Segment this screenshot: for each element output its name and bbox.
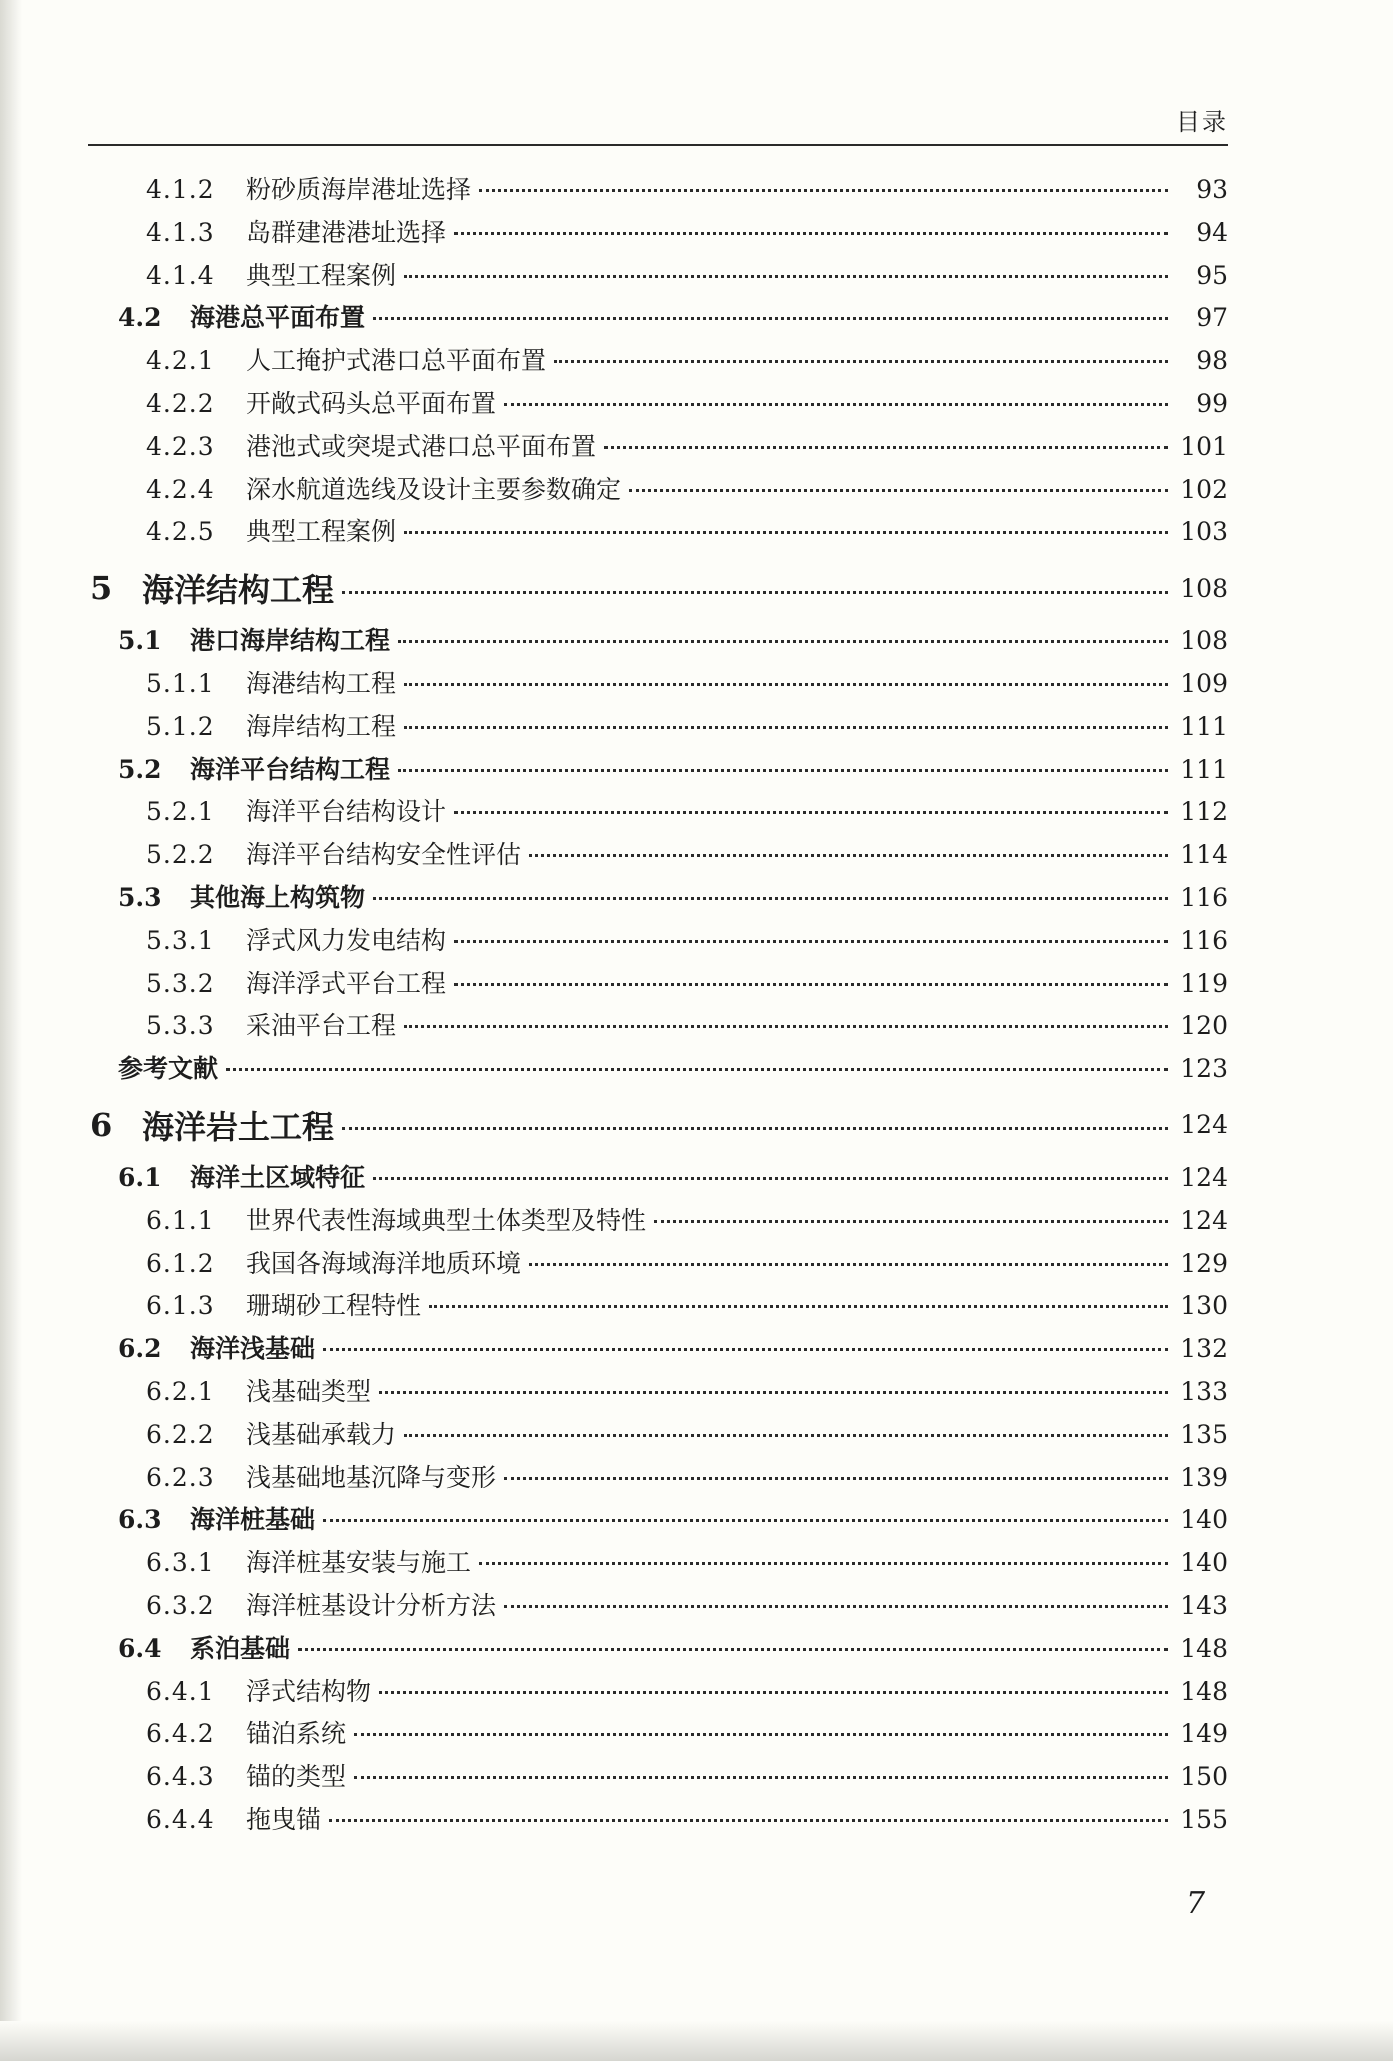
toc-entry-sec[interactable] bbox=[88, 1329, 1228, 1372]
toc-entry-title: 浅基础类型 bbox=[246, 1376, 372, 1406]
toc-leader-dots bbox=[373, 897, 1168, 900]
toc-leader-dots bbox=[504, 1605, 1168, 1608]
toc-entry-number: 6.1 bbox=[118, 1162, 162, 1192]
toc-entry-number: 5.3.2 bbox=[146, 968, 215, 998]
toc-leader-dots bbox=[529, 854, 1168, 857]
toc-entry-page: 149 bbox=[1180, 1719, 1228, 1749]
toc-leader-dots bbox=[404, 1434, 1168, 1437]
toc-entry-number: 5 bbox=[90, 569, 113, 608]
toc-entry-page: 111 bbox=[1180, 754, 1228, 784]
toc-entry-sec[interactable] bbox=[88, 1500, 1228, 1543]
toc-entry-title: 浅基础地基沉降与变形 bbox=[246, 1462, 497, 1492]
toc-entry-page: 140 bbox=[1180, 1548, 1228, 1578]
toc-entry-number: 6.2.2 bbox=[146, 1419, 215, 1449]
toc-entry-page: 132 bbox=[1180, 1334, 1228, 1364]
toc-entry-title: 浅基础承载力 bbox=[246, 1419, 397, 1449]
toc-leader-dots bbox=[554, 360, 1168, 363]
toc-entry-sec[interactable] bbox=[88, 1629, 1228, 1672]
toc-entry-title: 港池式或突堤式港口总平面布置 bbox=[246, 431, 597, 461]
toc-entry-page: 103 bbox=[1180, 517, 1228, 547]
toc-entry-sub[interactable] bbox=[88, 1800, 1228, 1843]
header-title: 目录 bbox=[1176, 108, 1228, 136]
toc-entry-number: 6.2.3 bbox=[146, 1462, 215, 1492]
toc-entry-page: 101 bbox=[1180, 431, 1228, 461]
toc-leader-dots bbox=[379, 1391, 1168, 1394]
toc-leader-dots bbox=[404, 275, 1168, 278]
toc-entry-number: 6.4.3 bbox=[146, 1762, 215, 1792]
toc-entry-number: 6.1.2 bbox=[146, 1248, 215, 1278]
toc-leader-dots bbox=[429, 1305, 1168, 1308]
toc-entry-page: 129 bbox=[1180, 1248, 1228, 1278]
toc-entry-sub[interactable] bbox=[88, 707, 1228, 750]
toc-entry-title: 海洋桩基安装与施工 bbox=[246, 1548, 472, 1578]
toc-entry-page: 111 bbox=[1180, 711, 1228, 741]
toc-entry-sub[interactable] bbox=[88, 1286, 1228, 1329]
toc-entry-sub[interactable] bbox=[88, 964, 1228, 1007]
toc-entry-page: 93 bbox=[1196, 175, 1228, 204]
toc-entry-page: 109 bbox=[1180, 668, 1228, 698]
toc-entry-number: 4.2.3 bbox=[146, 431, 215, 461]
toc-entry-sub[interactable] bbox=[88, 213, 1228, 256]
toc-leader-dots bbox=[454, 232, 1168, 235]
toc-entry-sub[interactable] bbox=[88, 341, 1228, 384]
toc-entry-title: 珊瑚砂工程特性 bbox=[246, 1291, 422, 1321]
toc-entry-page: 120 bbox=[1180, 1011, 1228, 1041]
toc-entry-title: 海港结构工程 bbox=[246, 668, 397, 698]
toc-entry-number: 6.3 bbox=[118, 1505, 162, 1535]
toc-entry-title: 锚泊系统 bbox=[246, 1719, 347, 1749]
toc-leader-dots bbox=[504, 403, 1168, 406]
toc-entry-sec[interactable] bbox=[88, 621, 1228, 664]
toc-entry-sub[interactable] bbox=[88, 1201, 1228, 1244]
table-of-contents bbox=[88, 170, 1228, 1843]
toc-entry-number: 4.1.3 bbox=[146, 217, 215, 247]
toc-entry-sub[interactable] bbox=[88, 1586, 1228, 1629]
toc-entry-page: 143 bbox=[1180, 1590, 1228, 1620]
toc-entry-sub[interactable] bbox=[88, 470, 1228, 513]
toc-entry-title: 海港总平面布置 bbox=[190, 303, 366, 333]
toc-leader-dots bbox=[604, 446, 1168, 449]
toc-entry-sub[interactable] bbox=[88, 1543, 1228, 1586]
toc-entry-sub[interactable] bbox=[88, 427, 1228, 470]
toc-leader-dots bbox=[454, 940, 1168, 943]
toc-entry-sub[interactable] bbox=[88, 512, 1228, 555]
toc-entry-title: 锚的类型 bbox=[246, 1762, 347, 1792]
toc-entry-ref[interactable] bbox=[88, 1049, 1228, 1092]
toc-entry-page: 133 bbox=[1180, 1376, 1228, 1406]
toc-entry-sub[interactable] bbox=[88, 1714, 1228, 1757]
toc-entry-title: 开敞式码头总平面布置 bbox=[246, 388, 497, 418]
toc-entry-page: 98 bbox=[1196, 346, 1228, 376]
toc-entry-number: 6.1.1 bbox=[146, 1205, 215, 1235]
toc-entry-number: 5.3.3 bbox=[146, 1011, 215, 1041]
toc-entry-title: 海洋桩基设计分析方法 bbox=[246, 1590, 497, 1620]
toc-entry-number: 4.1.4 bbox=[146, 260, 215, 290]
toc-entry-title: 浮式风力发电结构 bbox=[246, 925, 447, 955]
toc-leader-dots bbox=[479, 189, 1168, 192]
page-number: 7 bbox=[1186, 1886, 1206, 1921]
toc-entry-sec[interactable] bbox=[88, 878, 1228, 921]
toc-entry-page: 99 bbox=[1196, 388, 1228, 418]
toc-leader-dots bbox=[654, 1220, 1168, 1223]
toc-leader-dots bbox=[629, 489, 1168, 492]
toc-entry-page: 135 bbox=[1180, 1419, 1228, 1449]
toc-entry-title: 世界代表性海域典型土体类型及特性 bbox=[246, 1205, 647, 1235]
toc-leader-dots bbox=[529, 1263, 1168, 1266]
toc-entry-title: 典型工程案例 bbox=[246, 517, 397, 547]
toc-entry-title: 港口海岸结构工程 bbox=[190, 626, 391, 656]
toc-entry-title: 系泊基础 bbox=[190, 1633, 291, 1663]
toc-entry-page: 112 bbox=[1180, 797, 1228, 827]
toc-entry-sub[interactable] bbox=[88, 792, 1228, 835]
toc-entry-number: 6.1.3 bbox=[146, 1291, 215, 1321]
toc-entry-number: 5.2.2 bbox=[146, 840, 215, 870]
toc-entry-title: 浮式结构物 bbox=[246, 1676, 372, 1706]
toc-leader-dots bbox=[373, 317, 1168, 320]
toc-entry-title: 采油平台工程 bbox=[246, 1011, 397, 1041]
page-edge-shadow bbox=[0, 0, 22, 2061]
toc-entry-page: 148 bbox=[1180, 1676, 1228, 1706]
toc-leader-dots bbox=[398, 769, 1168, 772]
toc-entry-chap[interactable] bbox=[88, 555, 1228, 621]
toc-leader-dots bbox=[398, 640, 1168, 643]
toc-entry-number: 5.1 bbox=[118, 626, 162, 656]
toc-leader-dots bbox=[342, 591, 1168, 594]
toc-entry-number: 5.1.1 bbox=[146, 668, 215, 698]
toc-entry-number: 4.2 bbox=[118, 303, 162, 333]
toc-entry-number: 4.1.2 bbox=[146, 175, 215, 204]
toc-entry-number: 6 bbox=[90, 1105, 113, 1144]
toc-entry-number: 6.4.4 bbox=[146, 1804, 215, 1834]
toc-entry-page: 116 bbox=[1180, 925, 1228, 955]
toc-entry-page: 124 bbox=[1180, 1162, 1228, 1192]
toc-entry-number: 4.2.1 bbox=[146, 346, 215, 376]
toc-entry-number: 5.3 bbox=[118, 882, 162, 912]
toc-entry-page: 102 bbox=[1180, 474, 1228, 504]
toc-entry-page: 123 bbox=[1180, 1054, 1228, 1084]
toc-entry-sub[interactable] bbox=[88, 664, 1228, 707]
toc-leader-dots bbox=[373, 1177, 1168, 1180]
toc-leader-dots bbox=[454, 983, 1168, 986]
running-header bbox=[88, 100, 1228, 146]
toc-entry-page: 95 bbox=[1196, 260, 1228, 290]
toc-entry-page: 130 bbox=[1180, 1291, 1228, 1321]
toc-entry-number: 6.4.2 bbox=[146, 1719, 215, 1749]
toc-entry-sec[interactable] bbox=[88, 750, 1228, 793]
toc-entry-title: 海洋平台结构工程 bbox=[190, 754, 391, 784]
toc-entry-number: 6.2.1 bbox=[146, 1376, 215, 1406]
toc-entry-page: 108 bbox=[1180, 573, 1228, 603]
toc-entry-number: 5.3.1 bbox=[146, 925, 215, 955]
toc-leader-dots bbox=[342, 1127, 1168, 1130]
toc-entry-title: 粉砂质海岸港址选择 bbox=[246, 175, 472, 204]
toc-leader-dots bbox=[504, 1477, 1168, 1480]
toc-leader-dots bbox=[479, 1562, 1168, 1565]
toc-leader-dots bbox=[323, 1348, 1168, 1351]
toc-entry-page: 148 bbox=[1180, 1633, 1228, 1663]
toc-entry-page: 124 bbox=[1180, 1205, 1228, 1235]
toc-entry-sub[interactable] bbox=[88, 1672, 1228, 1715]
toc-entry-title: 海洋浮式平台工程 bbox=[246, 968, 447, 998]
toc-entry-sub[interactable] bbox=[88, 1415, 1228, 1458]
toc-entry-page: 140 bbox=[1180, 1505, 1228, 1535]
toc-leader-dots bbox=[404, 683, 1168, 686]
toc-entry-page: 150 bbox=[1180, 1762, 1228, 1792]
toc-entry-page: 97 bbox=[1196, 303, 1228, 333]
toc-leader-dots bbox=[404, 531, 1168, 534]
toc-leader-dots bbox=[404, 1025, 1168, 1028]
toc-leader-dots bbox=[329, 1819, 1168, 1822]
toc-entry-title: 海洋平台结构设计 bbox=[246, 797, 447, 827]
toc-entry-number: 4.2.4 bbox=[146, 474, 215, 504]
toc-leader-dots bbox=[454, 811, 1168, 814]
toc-entry-number: 5.2.1 bbox=[146, 797, 215, 827]
toc-entry-sec[interactable] bbox=[88, 1158, 1228, 1201]
toc-entry-title: 海洋平台结构安全性评估 bbox=[246, 840, 522, 870]
toc-leader-dots bbox=[323, 1519, 1168, 1522]
toc-entry-number: 6.3.1 bbox=[146, 1548, 215, 1578]
toc-entry-number: 6.3.2 bbox=[146, 1590, 215, 1620]
toc-leader-dots bbox=[298, 1648, 1168, 1651]
toc-leader-dots bbox=[226, 1068, 1168, 1071]
toc-entry-number: 6.4 bbox=[118, 1633, 162, 1663]
toc-entry-title: 其他海上构筑物 bbox=[190, 882, 366, 912]
toc-entry-page: 124 bbox=[1180, 1110, 1228, 1140]
toc-entry-sub[interactable] bbox=[88, 1757, 1228, 1800]
toc-entry-title: 典型工程案例 bbox=[246, 260, 397, 290]
toc-entry-chap[interactable] bbox=[88, 1092, 1228, 1158]
toc-leader-dots bbox=[354, 1733, 1168, 1736]
toc-entry-title: 海洋浅基础 bbox=[190, 1334, 316, 1364]
toc-entry-page: 155 bbox=[1180, 1804, 1228, 1834]
toc-entry-page: 119 bbox=[1180, 968, 1228, 998]
toc-entry-title: 参考文献 bbox=[118, 1054, 219, 1084]
toc-entry-title: 海洋土区域特征 bbox=[190, 1162, 366, 1192]
toc-entry-number: 4.2.2 bbox=[146, 388, 215, 418]
toc-entry-page: 114 bbox=[1180, 840, 1228, 870]
toc-entry-sub[interactable] bbox=[88, 256, 1228, 299]
toc-entry-title: 拖曳锚 bbox=[246, 1804, 322, 1834]
toc-entry-sub[interactable] bbox=[88, 1458, 1228, 1501]
toc-leader-dots bbox=[404, 726, 1168, 729]
toc-entry-title: 人工掩护式港口总平面布置 bbox=[246, 346, 547, 376]
toc-entry-sub[interactable] bbox=[88, 170, 1228, 213]
toc-entry-sub[interactable] bbox=[88, 921, 1228, 964]
toc-entry-title: 海岸结构工程 bbox=[246, 711, 397, 741]
page-bottom-shadow bbox=[0, 2021, 1393, 2061]
toc-leader-dots bbox=[354, 1776, 1168, 1779]
toc-entry-number: 5.2 bbox=[118, 754, 162, 784]
toc-entry-page: 108 bbox=[1180, 626, 1228, 656]
toc-entry-sub[interactable] bbox=[88, 1244, 1228, 1287]
toc-entry-sub[interactable] bbox=[88, 835, 1228, 878]
toc-entry-title: 海洋桩基础 bbox=[190, 1505, 316, 1535]
toc-entry-sec[interactable] bbox=[88, 298, 1228, 341]
toc-entry-title: 我国各海域海洋地质环境 bbox=[246, 1248, 522, 1278]
toc-entry-title: 海洋结构工程 bbox=[142, 571, 335, 610]
toc-entry-page: 94 bbox=[1196, 217, 1228, 247]
toc-entry-number: 6.4.1 bbox=[146, 1676, 215, 1706]
toc-entry-page: 116 bbox=[1180, 882, 1228, 912]
toc-entry-sub[interactable] bbox=[88, 384, 1228, 427]
toc-entry-title: 岛群建港港址选择 bbox=[246, 217, 447, 247]
toc-entry-number: 4.2.5 bbox=[146, 517, 215, 547]
toc-entry-sub[interactable] bbox=[88, 1006, 1228, 1049]
toc-entry-page: 139 bbox=[1180, 1462, 1228, 1492]
toc-entry-title: 海洋岩土工程 bbox=[142, 1107, 335, 1146]
toc-entry-title: 深水航道选线及设计主要参数确定 bbox=[246, 474, 622, 504]
toc-leader-dots bbox=[379, 1691, 1168, 1694]
toc-entry-number: 6.2 bbox=[118, 1334, 162, 1364]
toc-entry-number: 5.1.2 bbox=[146, 711, 215, 741]
toc-entry-sub[interactable] bbox=[88, 1372, 1228, 1415]
